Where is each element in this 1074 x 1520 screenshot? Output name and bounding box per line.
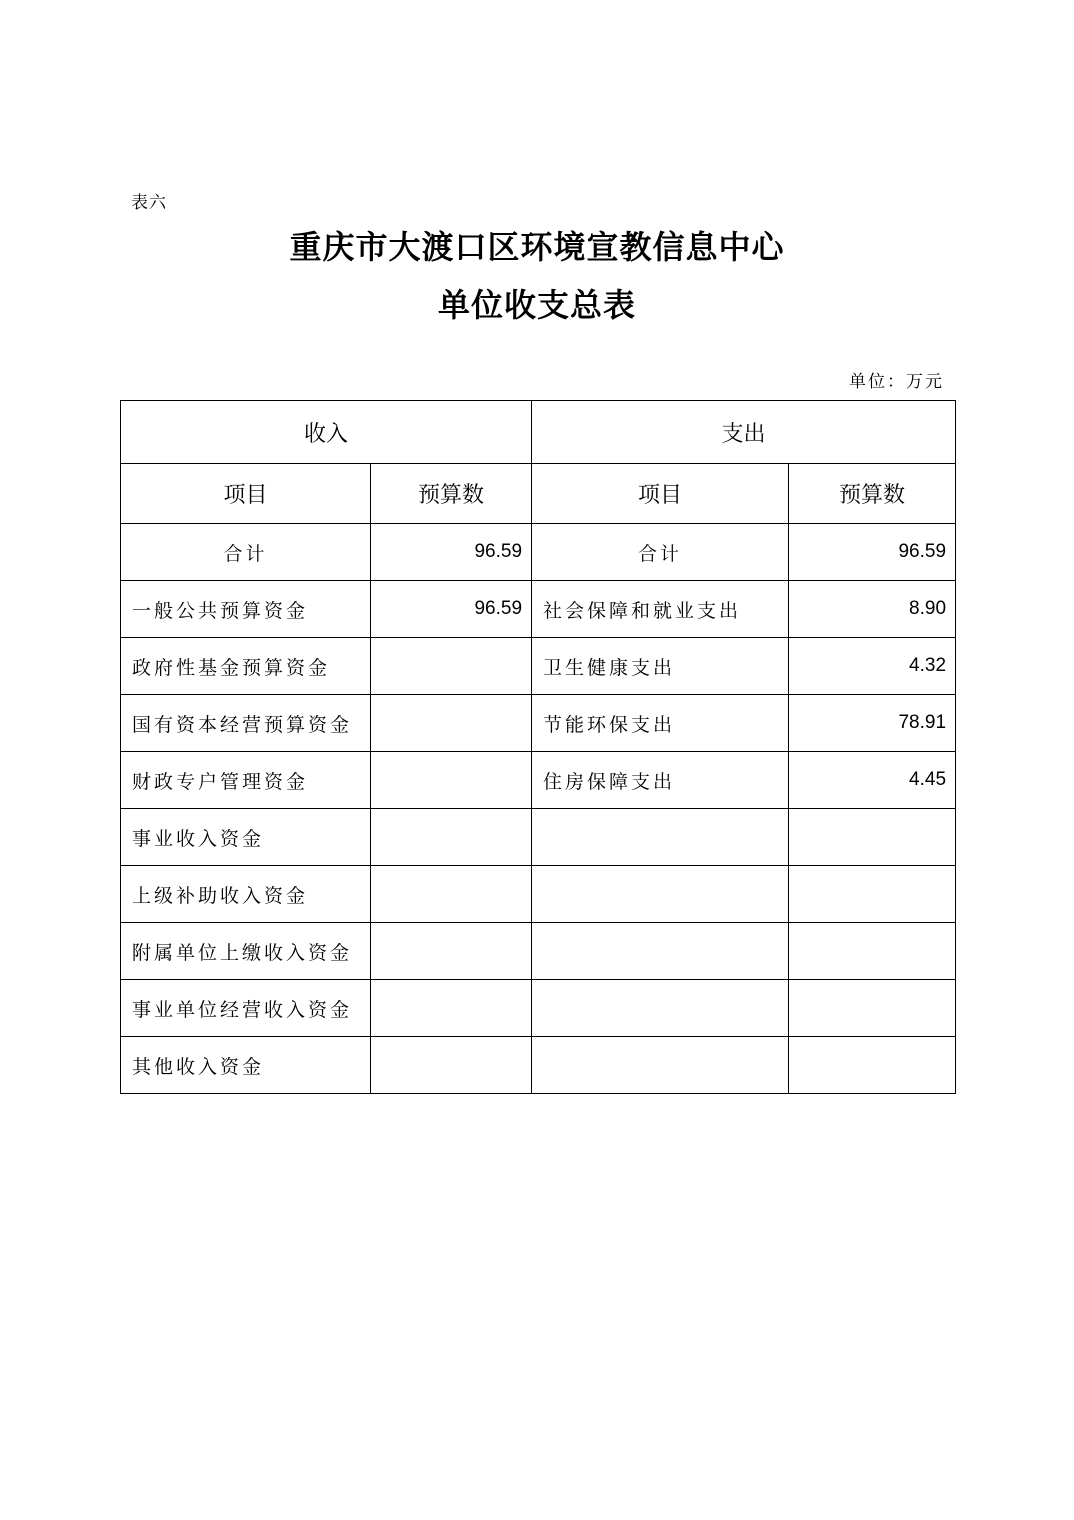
table-row <box>121 638 956 695</box>
income-item-cell: 国有资本经营预算资金 <box>121 695 371 752</box>
income-total-label: 合计 <box>121 524 371 581</box>
page-subtitle: 单位收支总表 <box>437 286 636 324</box>
table-number: 表六 <box>131 193 167 213</box>
income-value-cell <box>371 866 532 923</box>
table-row <box>121 1037 956 1094</box>
income-header: 收入 <box>121 401 532 464</box>
expense-item-header: 项目 <box>532 464 789 524</box>
income-value-cell: 96.59 <box>371 581 532 638</box>
expense-item-cell: 卫生健康支出 <box>532 638 789 695</box>
income-item-cell: 财政专户管理资金 <box>121 752 371 809</box>
expense-value-cell <box>789 923 956 980</box>
total-row <box>121 524 956 581</box>
income-value-cell <box>371 695 532 752</box>
expense-header: 支出 <box>532 401 956 464</box>
income-item-cell: 政府性基金预算资金 <box>121 638 371 695</box>
income-value-cell <box>371 923 532 980</box>
expense-total-value: 96.59 <box>789 524 956 581</box>
expense-value-cell <box>789 866 956 923</box>
expense-item-cell <box>532 866 789 923</box>
unit-label: 单位：万元 <box>849 372 944 392</box>
income-item-cell: 其他收入资金 <box>121 1037 371 1094</box>
income-expense-table <box>120 400 956 1094</box>
income-value-cell <box>371 980 532 1037</box>
table-row <box>121 866 956 923</box>
expense-value-cell <box>789 1037 956 1094</box>
table-row <box>121 923 956 980</box>
expense-item-cell <box>532 923 789 980</box>
income-value-cell <box>371 638 532 695</box>
table-row <box>121 809 956 866</box>
income-value-cell <box>371 1037 532 1094</box>
expense-value-cell: 4.32 <box>789 638 956 695</box>
expense-item-cell <box>532 809 789 866</box>
expense-item-cell: 社会保障和就业支出 <box>532 581 789 638</box>
expense-value-cell: 8.90 <box>789 581 956 638</box>
income-item-cell: 事业收入资金 <box>121 809 371 866</box>
income-item-cell: 附属单位上缴收入资金 <box>121 923 371 980</box>
expense-item-cell <box>532 1037 789 1094</box>
income-value-cell <box>371 809 532 866</box>
expense-value-cell <box>789 980 956 1037</box>
table-header-row <box>121 401 956 464</box>
table-row <box>121 752 956 809</box>
expense-value-cell <box>789 809 956 866</box>
income-value-cell <box>371 752 532 809</box>
expense-item-cell: 节能环保支出 <box>532 695 789 752</box>
table-row <box>121 980 956 1037</box>
expense-value-cell: 4.45 <box>789 752 956 809</box>
column-header-row <box>121 464 956 524</box>
income-item-cell: 一般公共预算资金 <box>121 581 371 638</box>
income-item-cell: 上级补助收入资金 <box>121 866 371 923</box>
income-item-header: 项目 <box>121 464 371 524</box>
expense-item-cell <box>532 980 789 1037</box>
income-budget-header: 预算数 <box>371 464 532 524</box>
page-title: 重庆市大渡口区环境宣教信息中心 <box>289 228 785 266</box>
table-row <box>121 581 956 638</box>
expense-budget-header: 预算数 <box>789 464 956 524</box>
income-item-cell: 事业单位经营收入资金 <box>121 980 371 1037</box>
income-total-value: 96.59 <box>371 524 532 581</box>
expense-total-label: 合计 <box>532 524 789 581</box>
expense-value-cell: 78.91 <box>789 695 956 752</box>
expense-item-cell: 住房保障支出 <box>532 752 789 809</box>
table-row <box>121 695 956 752</box>
